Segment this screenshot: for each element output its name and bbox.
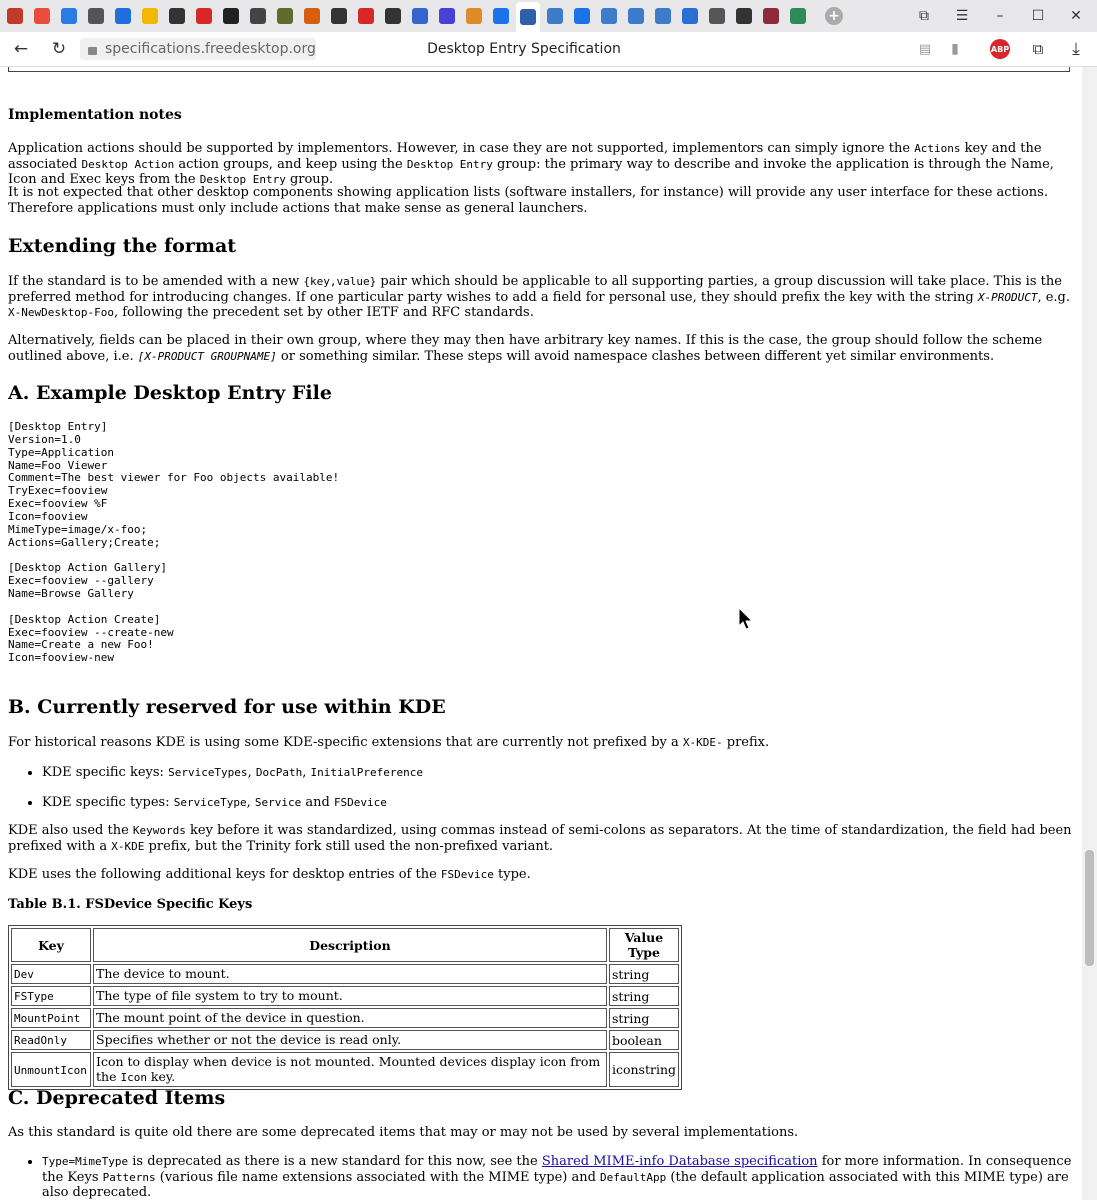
- favicon-icon: [277, 8, 293, 24]
- code: Keywords: [132, 824, 186, 837]
- favicon-icon: [520, 9, 536, 25]
- favicon-icon: [385, 8, 401, 24]
- previous-table-remnant: [8, 67, 1070, 72]
- browser-tab[interactable]: [570, 4, 594, 28]
- favicon-icon: [655, 8, 671, 24]
- fsdevice-table: [8, 925, 682, 1090]
- kde-paragraph-2: [8, 823, 1074, 854]
- browser-tab[interactable]: [408, 4, 432, 28]
- code: FSType: [14, 990, 54, 1003]
- kde-paragraph-1: [8, 735, 1074, 751]
- favicon-icon: [196, 8, 212, 24]
- favicon-icon: [682, 8, 698, 24]
- favicon-icon: [790, 8, 806, 24]
- browser-tab[interactable]: [354, 4, 378, 28]
- text: KDE also used the: [8, 823, 133, 838]
- browser-tab[interactable]: [651, 4, 675, 28]
- code: Icon: [120, 1071, 147, 1084]
- code: ServiceTypes: [168, 766, 248, 779]
- code: MountPoint: [14, 1012, 81, 1025]
- code: Desktop Action: [81, 157, 175, 171]
- text: As this standard is quite old there are some deprecated items that may or may not be used by several implementations.: [8, 1125, 799, 1140]
- close-window-button[interactable]: ✕: [1070, 8, 1082, 24]
- favicon-icon: [709, 8, 725, 24]
- tab-list-icon[interactable]: ⧉: [919, 8, 929, 24]
- text: for more information. In consequence the Keys: [42, 1154, 1072, 1185]
- value-type-cell: string: [609, 986, 679, 1006]
- navigation-bar: [0, 32, 1097, 67]
- text: is deprecated as there is a new standard for this now, see the: [128, 1154, 542, 1169]
- impl-paragraph-1: [8, 141, 1074, 188]
- favicon-icon: [763, 8, 779, 24]
- favicon-icon: [223, 8, 239, 24]
- list-item: [42, 795, 1074, 811]
- favicon-icon: [466, 8, 482, 24]
- code: UnmountIcon: [14, 1063, 87, 1077]
- browser-tab[interactable]: [462, 4, 486, 28]
- lock-icon: [88, 47, 97, 55]
- url-bar[interactable]: [80, 38, 316, 60]
- mouse-cursor-icon: [738, 607, 754, 631]
- description-cell: [93, 1030, 607, 1050]
- kde-paragraph-3: [8, 867, 1074, 883]
- back-arrow-icon[interactable]: ←: [13, 39, 29, 59]
- column-header: Value Type: [609, 928, 679, 962]
- extensions-icon[interactable]: ⧉: [1032, 40, 1044, 58]
- text: Table B.1. FSDevice Specific Keys: [8, 897, 253, 912]
- implementation-notes-heading: Implementation notes: [8, 107, 182, 123]
- text: The device to mount.: [96, 966, 230, 981]
- maximize-button[interactable]: ☐: [1031, 8, 1045, 24]
- text: pair which should be applicable to all supporting parties, a group discussion will take place. This is the preferred method for introducing changes. If one particular party wishes to add a field for personal use, they should prefix the key with the string: [8, 274, 1062, 305]
- code: DefaultApp: [600, 1170, 667, 1184]
- text: type.: [493, 867, 531, 882]
- adblock-icon[interactable]: [985, 32, 1015, 66]
- text: The type of file system to try to mount.: [96, 988, 343, 1003]
- browser-tab[interactable]: [192, 4, 216, 28]
- text: key.: [146, 1069, 176, 1084]
- deprecated-paragraph-1: [8, 1125, 1074, 1141]
- text: Application actions should be supported by implementors. However, in case they are not supported, implementors can simply ignore the: [8, 141, 915, 156]
- code: FSDevice: [440, 868, 494, 881]
- text: KDE specific types:: [42, 794, 174, 810]
- code: FSDevice: [333, 795, 387, 809]
- browser-tab[interactable]: [300, 4, 324, 28]
- extending-paragraph-1: [8, 274, 1074, 321]
- text: , e.g.: [1037, 289, 1071, 305]
- reload-icon[interactable]: ↻: [51, 39, 67, 59]
- text: and: [301, 794, 334, 810]
- implementation-notes-section: [8, 107, 1074, 123]
- code: Desktop Entry: [199, 173, 286, 186]
- favicon-icon: [412, 8, 428, 24]
- shared-mime-info-link[interactable]: Shared MIME-info Database specification: [541, 1154, 818, 1169]
- code: Actions: [914, 142, 961, 155]
- browser-tab[interactable]: [678, 4, 702, 28]
- code: Patterns: [102, 1170, 156, 1184]
- code: DocPath: [255, 766, 303, 779]
- key-cell: [11, 986, 91, 1006]
- text: key before it was standardized, using commas instead of semi-colons as separators. At the time of standardization, the field had been prefixed with a: [8, 823, 1072, 854]
- text: , following the precedent set by other IETF and RFC standards.: [113, 305, 534, 320]
- code: InitialPreference: [310, 766, 424, 779]
- text: or something similar. These steps will avoid namespace clashes between different yet similar environments.: [276, 348, 995, 364]
- browser-tab[interactable]: [516, 2, 540, 32]
- browser-tab[interactable]: [138, 4, 162, 28]
- text: prefix, but the Trinity fork still used the non-prefixed variant.: [144, 838, 554, 854]
- browser-tab[interactable]: [489, 4, 513, 28]
- value-type-cell: string: [609, 1008, 679, 1028]
- description-cell: [93, 1008, 607, 1028]
- favicon-icon: [547, 8, 563, 24]
- favicon-icon: [439, 8, 455, 24]
- code: ServiceType: [173, 795, 247, 809]
- scrollbar-thumb[interactable]: [1085, 850, 1094, 966]
- browser-tab[interactable]: [543, 4, 567, 28]
- text: Alternatively, fields can be placed in their own group, where they may then have arbitrary key names. If this is the case, the group should follow the scheme outlined above, i.e.: [8, 333, 1043, 364]
- text: KDE specific keys:: [42, 765, 169, 780]
- code: Desktop Entry: [406, 157, 493, 171]
- text: (the default application associated with this MIME type) are also deprecated.: [42, 1169, 1069, 1200]
- code: ReadOnly: [14, 1034, 67, 1047]
- text: group: the primary way to describe and invoke the application is through the Name, Icon and Exec keys from the: [8, 156, 1054, 187]
- favicon-icon: [142, 8, 158, 24]
- code: X-NewDesktop-Foo: [8, 306, 114, 319]
- text: ,: [246, 794, 255, 810]
- favicon-icon: [601, 8, 617, 24]
- extending-section: [8, 235, 1074, 257]
- text: action groups, and keep using the: [174, 156, 407, 172]
- favicon-icon: [628, 8, 644, 24]
- vertical-scrollbar[interactable]: [1082, 67, 1097, 1200]
- new-tab-icon[interactable]: +: [822, 4, 846, 28]
- text: For historical reasons KDE is using some KDE-specific extensions that are currently not prefixed by a: [8, 735, 683, 750]
- url-text[interactable]: specifications.freedesktop.org: [105, 41, 316, 57]
- text: ,: [302, 765, 311, 780]
- download-icon[interactable]: ⤓: [1072, 39, 1080, 59]
- text: ,: [247, 765, 256, 780]
- favicon-icon: [61, 8, 77, 24]
- text: KDE uses the following additional keys for desktop entries of the: [8, 867, 441, 882]
- key-cell: [11, 1030, 91, 1050]
- key-cell: [11, 964, 91, 984]
- text: key and the associated: [8, 141, 1042, 172]
- browser-tab[interactable]: [111, 4, 135, 28]
- browser-tab[interactable]: [165, 4, 189, 28]
- text: It is not expected that other desktop components showing application lists (software installers, for instance) will provide any user interface for these actions. Therefore applications must only include actions that make sense as general launchers.: [8, 185, 1048, 216]
- text: Icon to display when device is not mounted. Mounted devices display icon from the: [96, 1054, 601, 1084]
- deprecated-heading: C. Deprecated Items: [8, 1087, 226, 1109]
- description-cell: [93, 986, 607, 1006]
- page-title: Desktop Entry Specification: [427, 41, 621, 57]
- code: X-PRODUCT: [977, 290, 1038, 304]
- favicon-icon: [574, 8, 590, 24]
- code: [X-PRODUCT GROUPNAME]: [137, 349, 277, 363]
- browser-tab[interactable]: [597, 4, 621, 28]
- favicon-icon: [34, 8, 50, 24]
- table-row: [11, 986, 679, 1006]
- key-cell: [11, 1052, 91, 1087]
- value-type-cell: iconstring: [609, 1052, 679, 1087]
- list-item: [42, 1154, 1074, 1200]
- browser-tab[interactable]: [732, 4, 756, 28]
- favicon-icon: [304, 8, 320, 24]
- description-cell: [93, 964, 607, 984]
- browser-tab[interactable]: [84, 4, 108, 28]
- browser-tab[interactable]: [381, 4, 405, 28]
- browser-tab[interactable]: [435, 4, 459, 28]
- browser-tab[interactable]: [759, 4, 783, 28]
- text: If the standard is to be amended with a new: [8, 274, 304, 289]
- table-row: [11, 1052, 679, 1087]
- favicon-icon: [250, 8, 266, 24]
- table-title: [8, 897, 1074, 913]
- favicon-icon: [169, 8, 185, 24]
- column-header: Description: [93, 928, 607, 962]
- code: Type=MimeType: [42, 1155, 129, 1168]
- browser-tab[interactable]: [30, 4, 54, 28]
- menu-icon[interactable]: ☰: [955, 8, 969, 24]
- deprecated-list: [8, 1154, 1074, 1200]
- kde-section: [8, 696, 1074, 718]
- browser-tab[interactable]: [705, 4, 729, 28]
- text: group.: [285, 172, 334, 187]
- favicon-icon: [493, 8, 509, 24]
- text: prefix.: [722, 735, 770, 750]
- impl-paragraph-2: [8, 185, 1074, 216]
- example-heading: A. Example Desktop Entry File: [8, 382, 332, 404]
- browser-tab[interactable]: [273, 4, 297, 28]
- fsdevice-table-container: [8, 925, 1074, 1090]
- browser-tab[interactable]: [246, 4, 270, 28]
- adblock-label: ABP: [990, 39, 1010, 59]
- favicon-icon: [88, 8, 104, 24]
- code: {key,value}: [303, 275, 377, 288]
- list-item: [42, 765, 1074, 781]
- deprecated-section: [8, 1087, 1074, 1109]
- favicon-icon: [736, 8, 752, 24]
- table-row: [11, 1008, 679, 1028]
- text: Specifies whether or not the device is read only.: [96, 1032, 402, 1047]
- code-listing: [Desktop Entry] Version=1.0 Type=Application Name=Foo Viewer Comment=The best viewer for Foo objects available! TryExec=fooview Exec=fooview %F Icon=fooview MimeType=image/x-foo; Actions=Gallery;Create; [Desktop Action Gallery] Exec=fooview --gallery Name=Browse Gallery [Desktop Action Create] Exec=fooview --create-new Name=Create a new Foo! Icon=fooview-new: [8, 420, 340, 665]
- browser-tab[interactable]: [786, 4, 810, 28]
- browser-tab[interactable]: [624, 4, 648, 28]
- code: X-KDE-: [682, 736, 723, 749]
- extending-heading: Extending the format: [8, 235, 237, 257]
- extending-paragraph-2: [8, 333, 1074, 364]
- value-type-cell: string: [609, 964, 679, 984]
- key-cell: [11, 1008, 91, 1028]
- browser-tab[interactable]: [57, 4, 81, 28]
- text: (various file name extensions associated with the MIME type) and: [155, 1169, 601, 1185]
- page-content: [8, 67, 1074, 1200]
- browser-tab[interactable]: [219, 4, 243, 28]
- code: Service: [254, 795, 302, 809]
- favicon-icon: [358, 8, 374, 24]
- code: X-KDE: [111, 839, 145, 853]
- browser-tab[interactable]: [327, 4, 351, 28]
- text: The mount point of the device in question.: [96, 1010, 365, 1025]
- minimize-button[interactable]: –: [996, 8, 1004, 24]
- favicon-icon: [331, 8, 347, 24]
- kde-heading: B. Currently reserved for use within KDE: [8, 696, 446, 718]
- example-section: [8, 382, 1074, 404]
- column-header: Key: [11, 928, 91, 962]
- example-code-block: [8, 421, 1074, 665]
- table-row: [11, 964, 679, 984]
- code: Dev: [14, 968, 34, 981]
- bookmark-icon[interactable]: ▮: [951, 41, 959, 57]
- favicon-icon: [7, 8, 23, 24]
- kde-list: [8, 765, 1074, 810]
- table-row: [11, 1030, 679, 1050]
- reader-view-icon[interactable]: ▤: [918, 41, 932, 57]
- browser-tab[interactable]: [3, 4, 27, 28]
- favicon-icon: [115, 8, 131, 24]
- value-type-cell: boolean: [609, 1030, 679, 1050]
- description-cell: [93, 1052, 607, 1087]
